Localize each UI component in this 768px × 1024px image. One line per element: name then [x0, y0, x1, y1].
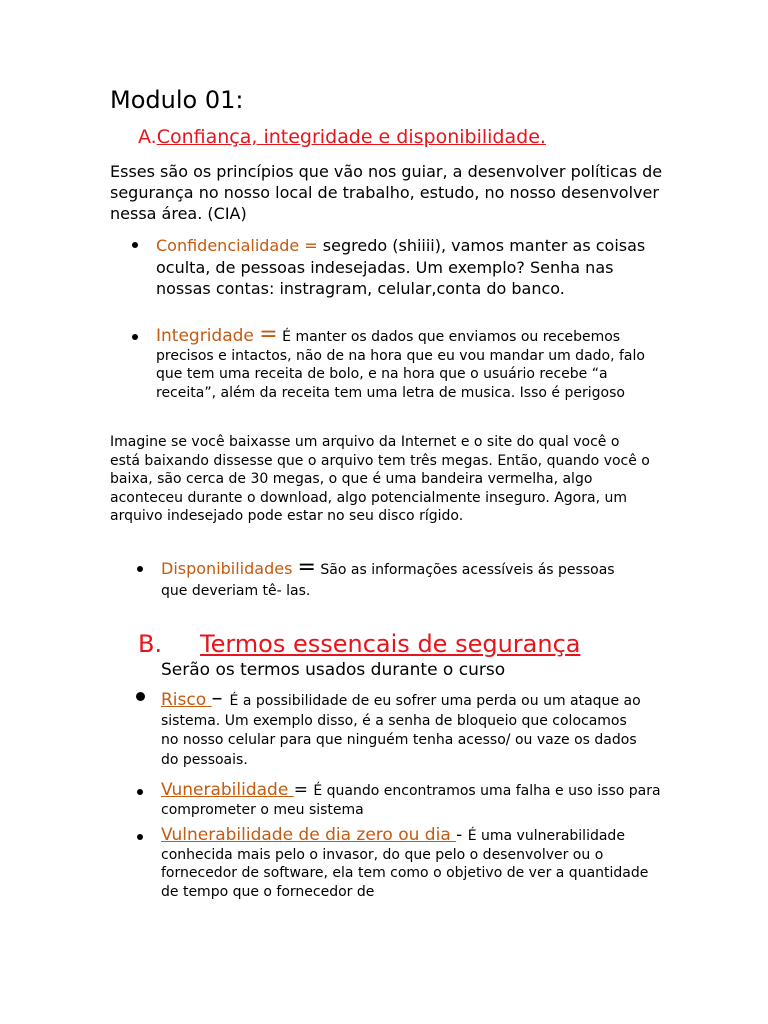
- module-title: Modulo 01:: [110, 86, 244, 114]
- intro-paragraph: Esses são os princípios que vão nos guiar, a desenvolver políticas de segurança no nosso local de trabalho, estudo, no nosso desenvolver nessa área. (CIA): [110, 162, 663, 223]
- bullet-dot: [132, 334, 138, 340]
- definition-text: É quando encontramos uma falha e uso isso para comprometer o meu sistema: [161, 783, 661, 818]
- bullet-dot: [137, 566, 143, 572]
- section-a-letter: A.: [138, 126, 157, 148]
- definition-text: É manter os dados que enviamos ou recebemos precisos e intactos, não de na hora que eu vou mandar um dado, falo que tem uma receita de bolo, e na hora que o usuário recebe “a receita”, além da receita tem uma letra de musica. Isso é perigoso: [156, 329, 645, 401]
- bullet-dot: [136, 692, 145, 701]
- bullet-dot: [137, 789, 143, 795]
- definition-text: São as informações acessíveis ás pessoas que deveriam tê- las.: [161, 562, 615, 599]
- term-risco: Risco: [161, 690, 212, 710]
- dash-sign: -: [456, 825, 468, 845]
- definition-text: É a possibilidade de eu sofrer uma perda ou um ataque ao sistema. Um exemplo disso, é a senha de bloqueio que colocamos no nosso celular para que ninguém tenha acesso/ ou vaze os dados do pessoais.: [161, 693, 641, 768]
- term-confidencialidade: Confidencialidade =: [156, 236, 323, 255]
- bullet-confidencialidade: [156, 235, 666, 300]
- bullet-integridade: [156, 322, 666, 402]
- bullet-disponibilidades: [161, 557, 641, 602]
- term-vunerabilidade: Vunerabilidade: [161, 780, 294, 800]
- equals-sign: =: [297, 555, 316, 580]
- dash-sign: –: [211, 686, 230, 711]
- section-b-subtitle: Serão os termos usados durante o curso: [161, 660, 506, 680]
- bullet-risco: [161, 686, 641, 770]
- definition-text: É uma vulnerabilidade conhecida mais pelo o invasor, do que pelo o desenvolver ou o fornecedor de software, ela tem como o objetivo de ver a quantidade de tempo que o fornecedor de: [161, 828, 649, 900]
- term-disponibilidades: Disponibilidades: [161, 559, 298, 578]
- bullet-dot: [132, 242, 138, 248]
- equals-sign: =: [259, 322, 278, 347]
- example-paragraph: Imagine se você baixasse um arquivo da Internet e o site do qual você o está baixando dissesse que o arquivo tem três megas. Então, quando você o baixa, são cerca de 30 megas, o que é uma bandeira vermelha, algo aconteceu durante o download, algo potencialmente inseguro. Agora, um arquivo indesejado pode estar no seu disco rígido.: [110, 434, 650, 524]
- bullet-vunerabilidade: [161, 781, 661, 820]
- section-a-heading: [138, 126, 546, 148]
- bullet-dot: [137, 834, 143, 840]
- section-b-title: Termos essencais de segurança: [200, 630, 581, 658]
- bullet-dia-zero: [161, 826, 651, 901]
- term-dia-zero: Vulnerabilidade de dia zero ou dia: [161, 825, 457, 845]
- definition-text: segredo (shiiii), vamos manter as coisas oculta, de pessoas indesejadas. Um exemplo? Senha nas nossas contas: instragram, celular,conta do banco.: [156, 236, 646, 298]
- term-integridade: Integridade: [156, 326, 260, 346]
- section-a-title: Confiança, integridade e disponibilidade.: [156, 126, 546, 148]
- equals-sign: =: [293, 780, 314, 800]
- section-b-letter: B.: [138, 630, 163, 658]
